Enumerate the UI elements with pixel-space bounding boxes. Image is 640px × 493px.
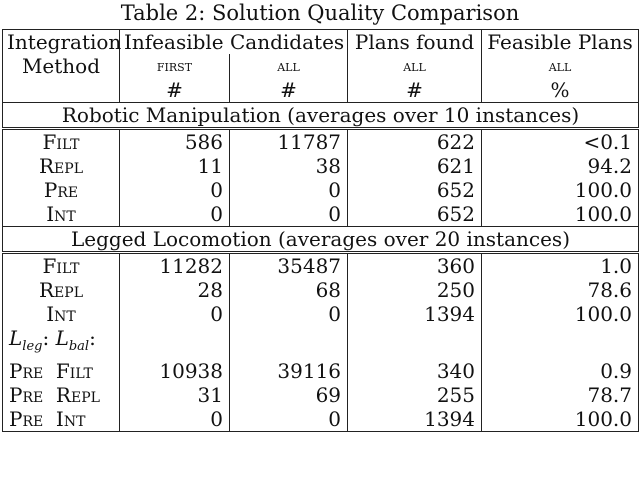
table-cell <box>348 326 482 359</box>
bal-subscript: bal <box>68 339 90 354</box>
table-cell: 78.7 <box>482 383 639 407</box>
table-cell: 0 <box>230 202 348 227</box>
table-row-method: Filt <box>3 129 120 155</box>
header-method-line1: Integration <box>3 30 120 55</box>
table-cell <box>482 326 639 359</box>
table-cell: 0 <box>120 302 230 326</box>
table-cell: 255 <box>348 383 482 407</box>
header-sub-all: all <box>230 54 348 78</box>
table-cell: 586 <box>120 129 230 155</box>
table-cell: 340 <box>348 359 482 383</box>
header-method-line2: Method <box>3 54 120 78</box>
header-unit: # <box>348 78 482 103</box>
table-cell: 10938 <box>120 359 230 383</box>
header-infeasible-candidates: Infeasible Candidates <box>120 30 348 55</box>
table-row-method: Pre Repl <box>3 383 120 407</box>
table-cell: 11282 <box>120 253 230 279</box>
table-cell: 100.0 <box>482 178 639 202</box>
leg-subscript: leg <box>22 339 43 354</box>
table-cell: 360 <box>348 253 482 279</box>
section-title-legged: Legged Locomotion (averages over 20 instances) <box>3 227 639 253</box>
table-cell: 39116 <box>230 359 348 383</box>
table-cell: 38 <box>230 154 348 178</box>
table-row-method: Int <box>3 302 120 326</box>
header-sub-all: all <box>482 54 639 78</box>
table-cell: 11 <box>120 154 230 178</box>
label-separator: : <box>89 326 96 350</box>
table-cell: 100.0 <box>482 407 639 432</box>
table-cell: 100.0 <box>482 302 639 326</box>
solution-quality-table <box>2 29 639 432</box>
header-sub-first: first <box>120 54 230 78</box>
table-caption: Table 2: Solution Quality Comparison <box>120 1 520 25</box>
table-cell: 0 <box>230 407 348 432</box>
header-sub-all: all <box>348 54 482 78</box>
table-cell: <0.1 <box>482 129 639 155</box>
table-cell: 0 <box>230 302 348 326</box>
table-row-method: Pre <box>3 178 120 202</box>
table-cell: 0 <box>230 178 348 202</box>
table-cell: 652 <box>348 202 482 227</box>
table-cell: 250 <box>348 278 482 302</box>
table-row-method: Pre Int <box>3 407 120 432</box>
table-cell: 0 <box>120 407 230 432</box>
table-cell: 652 <box>348 178 482 202</box>
table-row-method: Repl <box>3 278 120 302</box>
table-cell: 68 <box>230 278 348 302</box>
table-row-method: Int <box>3 202 120 227</box>
l-symbol: L <box>9 326 23 350</box>
table-cell: 11787 <box>230 129 348 155</box>
table-cell: 621 <box>348 154 482 178</box>
table-cell: 622 <box>348 129 482 155</box>
label-separator: : <box>42 326 50 350</box>
table-cell: 69 <box>230 383 348 407</box>
header-plans-found: Plans found <box>348 30 482 55</box>
table-row-method: Filt <box>3 253 120 279</box>
table-cell: 78.6 <box>482 278 639 302</box>
lleg-lbal-label <box>3 326 120 359</box>
table-cell: 0 <box>120 202 230 227</box>
header-unit: % <box>482 78 639 103</box>
section-title-robotic: Robotic Manipulation (averages over 10 instances) <box>3 103 639 129</box>
header-unit: # <box>120 78 230 103</box>
table-cell: 31 <box>120 383 230 407</box>
table-cell: 1394 <box>348 302 482 326</box>
table-cell: 0 <box>120 178 230 202</box>
table-cell: 100.0 <box>482 202 639 227</box>
table-cell: 28 <box>120 278 230 302</box>
header-feasible-plans: Feasible Plans <box>482 30 639 55</box>
l-symbol: L <box>55 326 69 350</box>
header-unit: # <box>230 78 348 103</box>
table-cell: 0.9 <box>482 359 639 383</box>
table-cell: 94.2 <box>482 154 639 178</box>
table-cell <box>120 326 230 359</box>
header-blank <box>3 78 120 103</box>
table-cell: 1.0 <box>482 253 639 279</box>
table-cell <box>230 326 348 359</box>
table-row-method: Pre Filt <box>3 359 120 383</box>
table-cell: 35487 <box>230 253 348 279</box>
table-row-method: Repl <box>3 154 120 178</box>
table-cell: 1394 <box>348 407 482 432</box>
